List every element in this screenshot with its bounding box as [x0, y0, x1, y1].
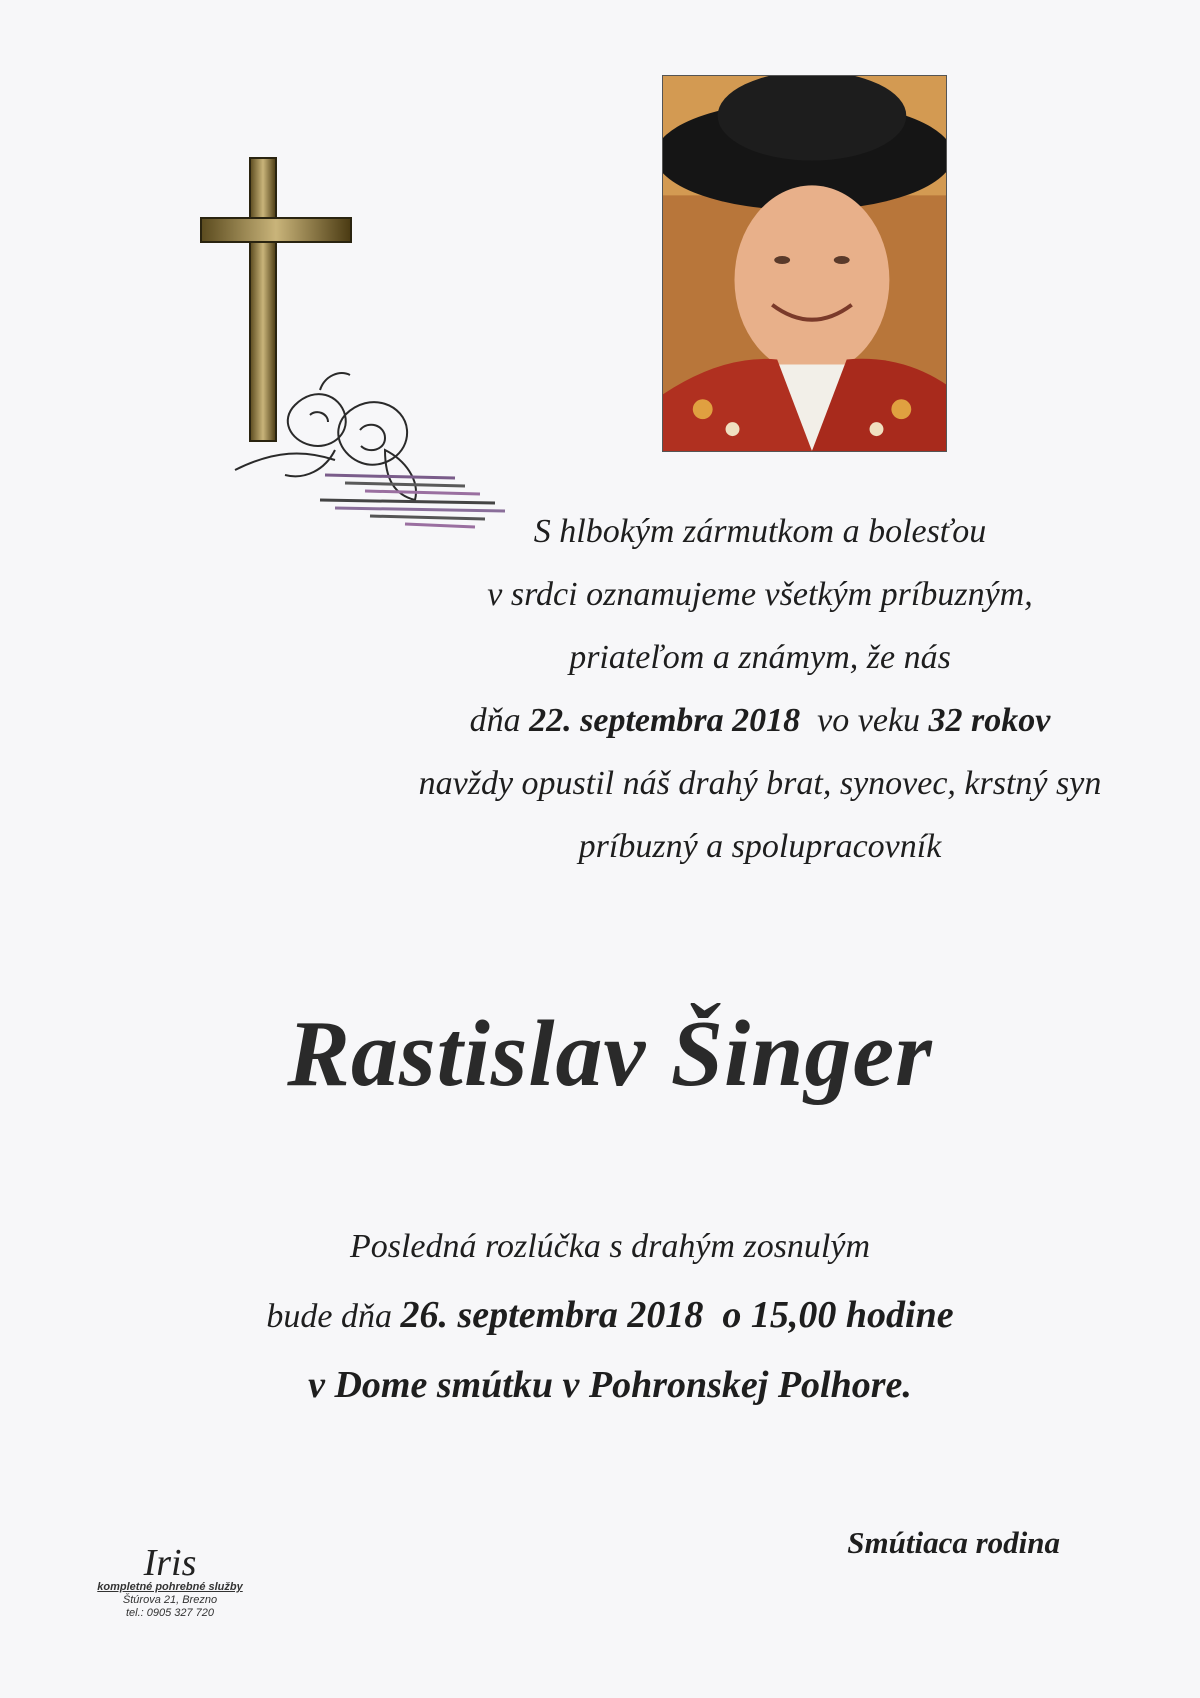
- intro-line-1: S hlbokým zármutkom a bolesťou: [533, 513, 987, 550]
- death-date: 22. septembra 2018: [529, 702, 801, 739]
- family-signature: Smútiaca rodina: [847, 1525, 1060, 1560]
- farewell-line-2: [140, 1281, 1080, 1351]
- deceased-name: Rastislav Šinger: [287, 1002, 933, 1106]
- intro-line-3: priateľom a známym, že nás: [569, 639, 951, 676]
- intro-line-2: v srdci oznamujeme všetkým príbuzným,: [487, 576, 1033, 613]
- death-date-prefix: dňa: [469, 702, 530, 739]
- age: 32 rokov: [928, 702, 1051, 739]
- funeral-date-prefix: bude dňa: [266, 1298, 401, 1335]
- logo-brand: Iris: [143, 1542, 197, 1584]
- logo-tagline: kompletné pohrebné služby: [97, 1581, 243, 1593]
- intro-line-4: [330, 689, 1190, 752]
- farewell-line-1: Posledná rozlúčka s drahým zosnulým: [349, 1228, 871, 1265]
- funeral-date-time: 26. septembra 2018 o 15,00 hodine: [400, 1294, 954, 1336]
- funeral-details: [140, 1213, 1080, 1419]
- logo-address: Štúrova 21, Brezno: [122, 1594, 218, 1606]
- funeral-location: v Dome smútku v Pohronskej Polhore.: [308, 1364, 912, 1406]
- intro-line-5: navždy opustil náš drahý brat, synovec, krstný syn: [418, 765, 1102, 802]
- portrait-photo: [662, 75, 947, 452]
- logo-phone: tel.: 0905 327 720: [125, 1607, 215, 1619]
- funeral-service-logo: [60, 1542, 280, 1625]
- age-prefix: vo veku: [800, 702, 929, 739]
- announcement-text: [330, 500, 1190, 878]
- intro-line-6: príbuzný a spolupracovník: [578, 828, 942, 865]
